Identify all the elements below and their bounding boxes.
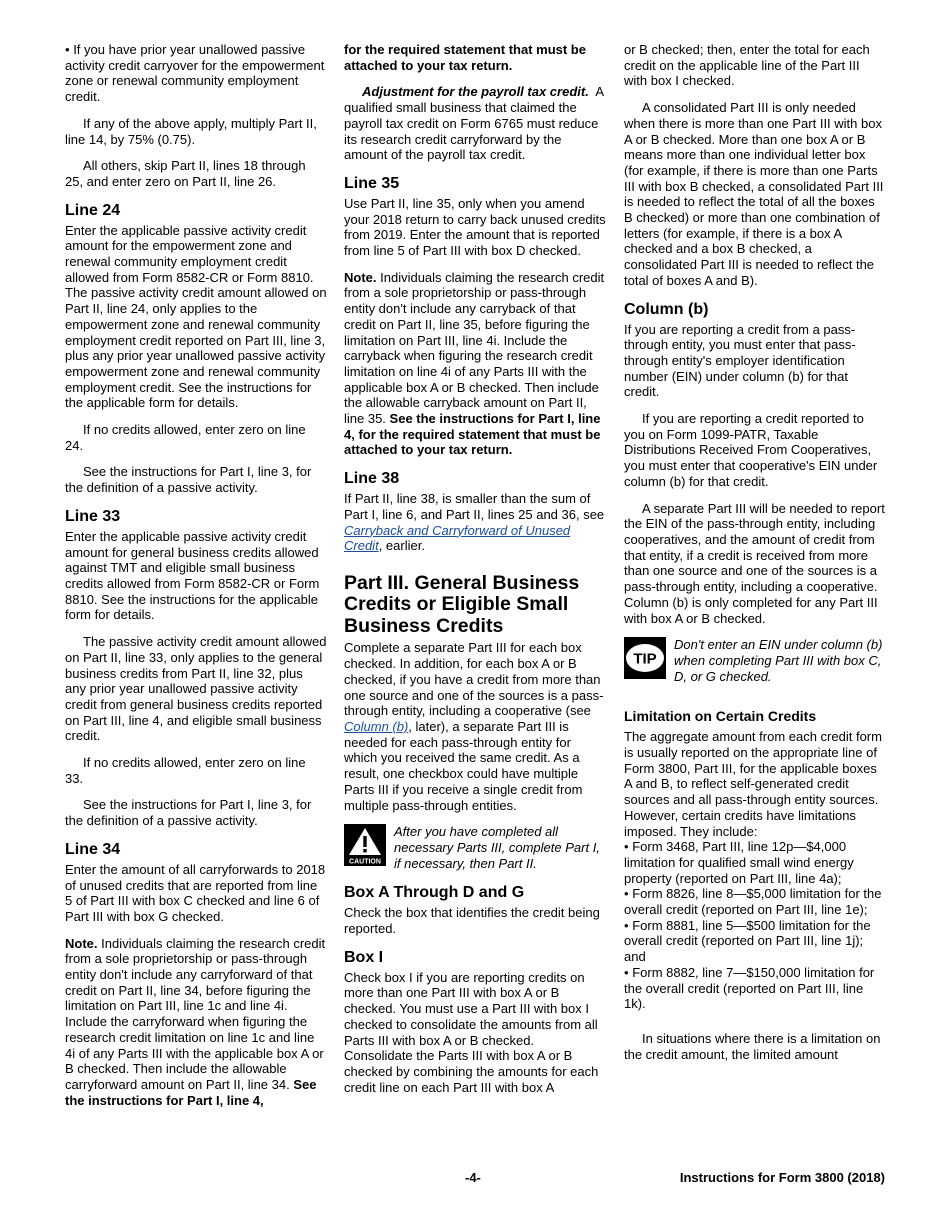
carryback-link[interactable]: Carryback and Carryforward of Unused Credit [344, 522, 571, 554]
adjustment-text: A qualified small business that claimed the payroll tax credit on Form 6765 must reduce its research credit carryforward by the amount of the payroll tax credit. [344, 84, 604, 163]
heading-part-3: Part III. General Business Credits or Eligible Small Business Credits [344, 571, 580, 637]
paragraph: Check box I if you are reporting credits on more than one Part III with box A or B checked. You must use a Part III with box I checked to consolidate the amounts from all Parts III with box A or B checked. Consolidate the Parts III with box A or B checked by combining the amounts for each credit line on each Part III with box A [344, 969, 599, 1095]
paragraph: Enter the applicable passive activity credit amount for the empowerment zone and renewal community employment credit allowed from Form 8582-CR or Form 8810. The passive activity credit amount allowed on Part II, line 24, only applies to the empowerment zone and renewal community employment credit reported on Part III, line 3, plus any prior year unallowed passive activity empowerment zone and renewal community employment credit. See the instructions for the applicable form for details. [65, 222, 327, 411]
bullet-item [65, 42, 327, 105]
tip-label: TIP [633, 650, 657, 668]
bullet-item [624, 965, 886, 1012]
paragraph: If no credits allowed, enter zero on line 33. [65, 755, 306, 786]
bullet-glyph: • [624, 964, 629, 980]
paragraph [344, 42, 606, 73]
note-label: Note. [344, 269, 377, 285]
column-b-link[interactable]: Column (b) [344, 719, 409, 734]
bold-continuation: for the required statement that must be attached to your tax return. [344, 42, 586, 73]
page-number: -4- [465, 1170, 481, 1185]
heading-line-33: Line 33 [65, 507, 121, 525]
paragraph: Enter the applicable passive activity credit amount for general business credits allowed against TMT and eligible small business credits allowed from Form 8582-CR or Form 8810. See the instructions for the applicable form for details. [65, 528, 320, 623]
bullet-text: Form 8881, line 5—$500 limitation for the overall credit (reported on Part III, line 1j); and [624, 917, 871, 965]
paragraph [344, 640, 606, 813]
note-bold-text: See the instructions for Part I, line 4, [65, 1076, 317, 1108]
text: Complete a separate Part III for each box checked. In addition, for each box A or B checked, if you have a credit from more than one source and one of the sources is a pass-through entity, including a cooperative (see [344, 640, 604, 719]
caution-callout [344, 824, 606, 871]
footer-title: Instructions for Form 3800 (2018) [679, 1170, 885, 1185]
bullet-text: If you have prior year unallowed passive activity credit carryover for the empowerment zone or renewal community employment credit. [65, 42, 325, 105]
text: , later), a separate Part III is needed for each pass-through entity for which you received the same credit. As a result, one checkbox could have multiple Parts III if you receive a single credit from multiple pass-through entities. [344, 719, 583, 813]
adjustment-label: Adjustment for the payroll tax credit. [362, 84, 589, 100]
paragraph: Check the box that identifies the credit being reported. [344, 905, 600, 937]
paragraph: If you are reporting a credit reported to you on Form 1099-PATR, Taxable Distributions Received From Cooperatives, you must enter that cooperative's EIN under column (b) for that credit. [624, 411, 878, 489]
note-paragraph [344, 270, 606, 458]
tip-icon [624, 637, 666, 679]
column-3 [624, 42, 886, 1073]
bullet-item [624, 918, 886, 965]
note-paragraph [65, 936, 327, 1109]
heading-line-38: Line 38 [344, 470, 400, 488]
bullet-glyph: • [65, 42, 70, 57]
paragraph: If any of the above apply, multiply Part II, line 14, by 75% (0.75). [65, 115, 317, 147]
tip-callout [624, 637, 886, 684]
paragraph: Enter the amount of all carryforwards to 2018 of unused credits that are reported from line 5 of Part III with box C checked and line 6 of Part III with box G checked. [65, 861, 326, 924]
paragraph: See the instructions for Part I, line 3, for the definition of a passive activity. [65, 464, 312, 496]
tip-text: Don't enter an EIN under column (b) when completing Part III with box C, D, or G checked. [674, 637, 883, 684]
text: If Part II, line 38, is smaller than the sum of Part I, line 6, and Part II, lines 25 and 36, see [344, 491, 605, 522]
paragraph: or B checked; then, enter the total for each credit on the applicable line of the Part III with box I checked. [624, 42, 870, 89]
note-text: Individuals claiming the research credit from a sole proprietorship or pass-through entity don't include any carryback of that credit on Part II, line 35, before figuring the limitation on Part III, line 4i. Include the carryback when figuring the research credit limitation on line 4i of any Parts III with the applicable box A or B checked. Then include the allowable carryback amount on Part II, line 35. [344, 269, 605, 427]
bullet-item [624, 839, 886, 886]
paragraph: The passive activity credit amount allowed on Part II, line 33, only applies to the general business credits from Part II, line 32, plus any prior year unallowed passive activity credit from general business credits reported on Part III, line 4, and eligible small business credit. [65, 634, 327, 744]
heading-box-i: Box I [344, 948, 384, 966]
note-text: Individuals claiming the research credit from a sole proprietorship or pass-through entity don't include any carryforward of that credit on Part II, line 34, before figuring the limitation on Part III, line 1c and line 4i. Include the carryforward when figuring the research credit limitation on line 1c and line 4i of any Parts III with the applicable box A or B checked. Then include the allowable carryforward amount on Part II, line 34. [65, 935, 326, 1092]
paragraph: In situations where there is a limitation on the credit amount, the limited amount [624, 1030, 881, 1062]
paragraph [344, 84, 606, 163]
paragraph: See the instructions for Part I, line 3, for the definition of a passive activity. [65, 797, 312, 829]
caution-icon [344, 824, 386, 866]
bullet-glyph: • [624, 839, 629, 855]
column-2 [344, 42, 606, 1106]
heading-line-24: Line 24 [65, 201, 121, 219]
paragraph: A separate Part III will be needed to report the EIN of the pass-through entity, including cooperatives, and the amount of credit from that entity, if a credit is received from more than one source and one of the sources is a pass-through entity, including a cooperative. Column (b) is only completed for any Part III with box A or B checked. [624, 500, 885, 626]
column-1 [65, 42, 327, 1119]
paragraph: All others, skip Part II, lines 18 through 25, and enter zero on Part II, line 26. [65, 158, 306, 189]
heading-line-34: Line 34 [65, 840, 121, 858]
paragraph: If no credits allowed, enter zero on line 24. [65, 422, 306, 453]
text: , earlier. [378, 538, 425, 554]
heading-column-b: Column (b) [624, 300, 709, 318]
heading-box-a-through-d: Box A Through D and G [344, 884, 525, 902]
paragraph: Use Part II, line 35, only when you amend your 2018 return to carry back unused credits from 2019. Enter the amount that is reported from line 5 of Part III with box D checked. [344, 195, 606, 259]
paragraph [344, 491, 606, 554]
bullet-glyph: • [624, 886, 629, 902]
caution-text: After you have completed all necessary Parts III, complete Part I, if necessary, then Part II. [394, 824, 600, 871]
note-bold-text: See the instructions for Part I, line 4, for the required statement that must be attached to your tax return. [344, 411, 601, 458]
paragraph: A consolidated Part III is only needed when there is more than one Part III with box A or B checked. More than one box A or B means more than one individual letter box (for example, if there is more than one Parts III with box B checked, a consolidated Part III is needed to reflect the total of all the boxes B checked) or more than one combination of letters (for example, if there is a box A checked and a box B checked, a consolidated Part III is needed to reflect the total of boxes A and B). [624, 100, 884, 288]
heading-limitation: Limitation on Certain Credits [624, 708, 817, 725]
paragraph: If you are reporting a credit from a pass-through entity, you must enter that pass-through entity's employer identification number (EIN) under column (b) for that credit. [624, 321, 856, 400]
bullet-text: Form 8882, line 7—$150,000 limitation for the overall credit (reported on Part III, line 1k). [624, 964, 875, 1012]
page-footer [65, 1170, 885, 1188]
note-label: Note. [65, 935, 98, 951]
heading-line-35: Line 35 [344, 174, 400, 192]
caution-label: CAUTION [349, 858, 381, 866]
bullet-item [624, 886, 886, 917]
bullet-text: Form 3468, Part III, line 12p—$4,000 limitation for qualified small wind energy property (reported on Part III, line 4a); [624, 839, 854, 886]
bullet-text: Form 8826, line 8—$5,000 limitation for the overall credit (reported on Part III, line 1e); [624, 886, 882, 918]
bullet-glyph: • [624, 917, 629, 933]
paragraph: The aggregate amount from each credit form is usually reported on the appropriate line of Form 3800, Part III, for the applicable boxes A and B, to reflect self-generated credit sources and all pass-through entity sources. However, certain credits have limitations imposed. They include: [624, 729, 882, 839]
